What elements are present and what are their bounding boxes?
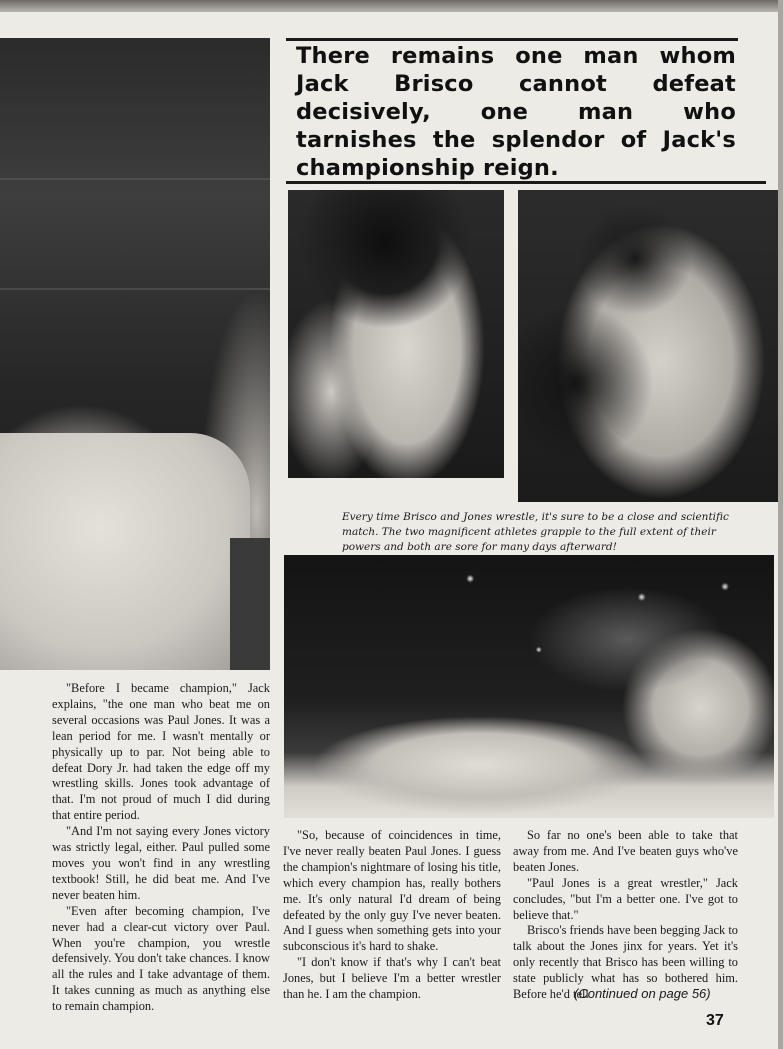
article-column-2 xyxy=(283,828,501,1003)
photo-pin-with-referee xyxy=(284,555,774,818)
paragraph: So far no one's been able to take that away from me. And I've beaten guys who've beaten Jones. xyxy=(513,828,738,874)
page-right-edge xyxy=(778,0,783,1049)
page-top-edge xyxy=(0,0,783,12)
continued-note: (Continued on page 56) xyxy=(574,986,711,1001)
paragraph: "I don't know if that's why I can't beat Jones, but I believe I'm a better wrestler than he. I am the champion. xyxy=(283,955,501,1002)
article-column-1 xyxy=(52,681,270,1015)
paragraph: "Paul Jones is a great wrestler," Jack concludes, "but I'm a better one. I've got to believe that." xyxy=(513,875,738,922)
headline-top-rule xyxy=(286,38,738,41)
paragraph: "Even after becoming champion, I've never had a clear-cut victory over Paul. When you're champion, you wrestle defensively. You don't take chances. I know all the rules and I take advantage of them. It takes cunning as much as anything else to remain champion. xyxy=(52,903,270,1014)
paragraph: Brisco's friends have been begging Jack to talk about the Jones jinx for years. Yet it's only recently that Brisco has been willing to state publicly what has so bothered him. Before he'd tell xyxy=(513,923,738,1002)
paragraph: "Before I became champion," Jack explains, "the one man who beat me on several occasions was Paul Jones. It was a lean period for me. I wasn't mentally or physically up to par. Not being able to defeat Dory Jr. had taken the edge off my wrestling skills. Jones took advantage of that. I'm not proud of much I did during that entire period. xyxy=(52,681,270,823)
page-number: 37 xyxy=(706,1012,724,1029)
article-column-3 xyxy=(513,828,738,1003)
photo-headlock-hold xyxy=(288,190,504,478)
headline-bottom-rule xyxy=(286,181,766,184)
photo-wrestlers-grapple xyxy=(518,190,778,502)
paragraph: "And I'm not saying every Jones victory was strictly legal, either. Paul pulled some moves you won't find in any wrestling textbook! Still, he did beat me. And I've never beaten him. xyxy=(52,824,270,902)
photo-caption: Every time Brisco and Jones wrestle, it's sure to be a close and scientific match. The two magnificent athletes grapple to the full extent of their powers and both are sore for many days afterward! xyxy=(342,511,729,553)
headline: There remains one man whom Jack Brisco cannot defeat decisively, one man who tarnishes the splendor of Jack's championship reign. xyxy=(296,43,736,181)
photo-wrestler-torso xyxy=(0,38,270,670)
paragraph: "So, because of coincidences in time, I've never really beaten Paul Jones. I guess the champion's nightmare of losing his title, which every champion has, really bothers me. It's only natural I'd dream of being defeated by the only guy I've never beaten. And I guess when something gets into your subconscious it's hard to shake. xyxy=(283,828,501,954)
